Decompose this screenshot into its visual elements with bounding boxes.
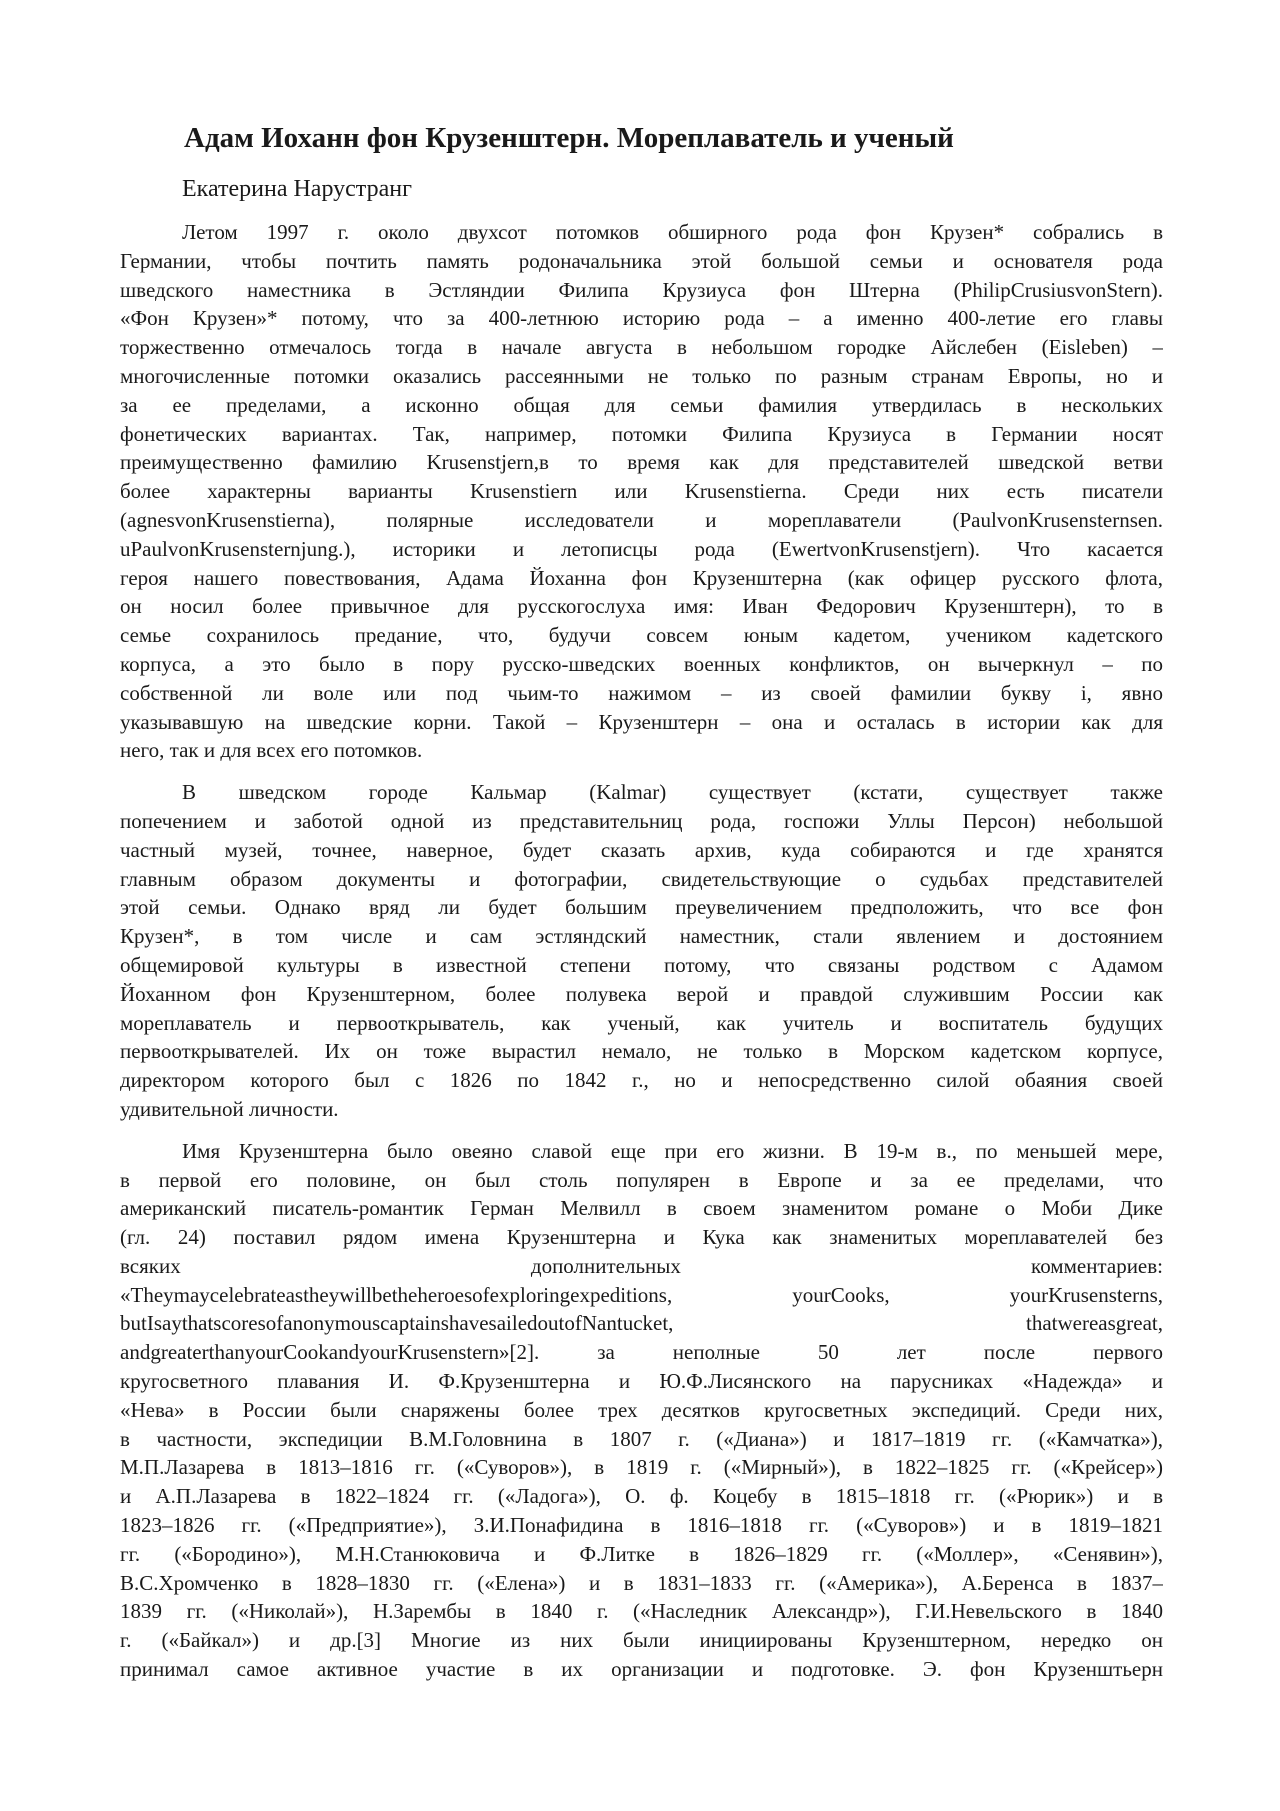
text-line: 1823–1826 гг. («Предприятие»), З.И.Понафидина в 1816–1818 гг. («Суворов») и в 1819–1821 xyxy=(120,1513,1163,1538)
text-line: «Фон Крузен»* потому, что за 400-летнюю историю рода – а именно 400-летие его главы xyxy=(120,306,1163,331)
paragraph xyxy=(120,218,1163,765)
text-line: М.П.Лазарева в 1813–1816 гг. («Суворов»), в 1819 г. («Мирный»), в 1822–1825 гг. («Крейсер») xyxy=(120,1455,1163,1480)
text-line: него, так и для всех его потомков. xyxy=(120,738,423,763)
text-line: попечением и заботой одной из представительниц рода, госпожи Уллы Персон) небольшой xyxy=(120,808,1163,833)
text-line: в первой его половине, он был столь популярен в Европе и за ее пределами, что xyxy=(120,1167,1163,1192)
text-line: многочисленные потомки оказались рассеянными не только по разным странам Европы, но и xyxy=(120,363,1163,388)
text-line: Крузен*, в том числе и сам эстляндский наместник, стали явлением и достоянием xyxy=(120,924,1163,949)
text-line: всяких дополнительных комментариев: xyxy=(120,1253,1163,1278)
text-line: этой семьи. Однако вряд ли будет большим преувеличением предположить, что все фон xyxy=(120,895,1163,920)
text-line: частный музей, точнее, наверное, будет сказать архив, куда собираются и где хранятся xyxy=(120,837,1163,862)
paragraph xyxy=(120,778,1163,1124)
text-line: принимал самое активное участие в их организации и подготовке. Э. фон Крузенштьерн xyxy=(120,1657,1163,1682)
text-line: собственной ли воле или под чьим-то нажимом – из своей фамилии букву i, явно xyxy=(120,680,1163,705)
text-line: «Theymaycelebrateastheywillbetheheroesofexploringexpeditions, yourCooks, yourKrusensterns, xyxy=(120,1282,1163,1307)
text-line: в частности, экспедиции В.М.Головнина в 1807 г. («Диана») и 1817–1819 гг. («Камчатка»), xyxy=(120,1426,1163,1451)
text-line: 1839 гг. («Николай»), Н.Зарембы в 1840 г. («Наследник Александр»), Г.И.Невельского в 1840 xyxy=(120,1599,1163,1624)
text-line: более характерны варианты Krusenstiern или Krusenstierna. Среди них есть писатели xyxy=(120,479,1163,504)
article-body xyxy=(120,218,1163,1697)
text-line: фонетических вариантах. Так, например, потомки Филипа Крузиуса в Германии носят xyxy=(120,421,1163,446)
paragraph xyxy=(120,1137,1163,1684)
text-line: семье сохранилось предание, что, будучи совсем юным кадетом, учеником кадетского xyxy=(120,623,1163,648)
text-line: кругосветного плавания И. Ф.Крузенштерна и Ю.Ф.Лисянского на парусниках «Надежда» и xyxy=(120,1369,1163,1394)
text-line: главным образом документы и фотографии, свидетельствующие о судьбах представителей xyxy=(120,866,1163,891)
article-title: Адам Иоханн фон Крузенштерн. Мореплаватель и ученый xyxy=(184,122,954,154)
text-line: Йоханном фон Крузенштерном, более полувека верой и правдой служившим России как xyxy=(120,981,1163,1006)
text-line: корпуса, а это было в пору русско-шведских военных конфликтов, он вычеркнул – по xyxy=(120,651,1163,676)
text-line: указывавшую на шведские корни. Такой – Крузенштерн – она и осталась в истории как для xyxy=(120,709,1163,734)
text-line: директором которого был с 1826 по 1842 г., но и непосредственно силой обаяния своей xyxy=(120,1068,1163,1093)
text-line: первооткрывателей. Их он тоже вырастил немало, не только в Морском кадетском корпусе, xyxy=(120,1039,1163,1064)
text-line: В шведском городе Кальмар (Kalmar) существует (кстати, существует также xyxy=(182,780,1163,805)
text-line: и А.П.Лазарева в 1822–1824 гг. («Ладога»), О. ф. Коцебу в 1815–1818 гг. («Рюрик») и в xyxy=(120,1484,1163,1509)
text-line: (гл. 24) поставил рядом имена Крузенштерна и Кука как знаменитых мореплавателей без xyxy=(120,1225,1163,1250)
text-line: (agnesvonKrusenstierna), полярные исследователи и мореплаватели (PaulvonKrusensternsen. xyxy=(120,507,1163,532)
text-line: американский писатель-романтик Герман Мелвилл в своем знаменитом романе о Моби Дике xyxy=(120,1196,1163,1221)
text-line: общемировой культуры в известной степени потому, что связаны родством с Адамом xyxy=(120,952,1163,977)
text-line: героя нашего повествования, Адама Йоханна фон Крузенштерна (как офицер русского флота, xyxy=(120,565,1163,590)
text-line: andgreaterthanyourCookandyourKrusenstern»[2]. за неполные 50 лет после первого xyxy=(120,1340,1163,1365)
text-line: гг. («Бородино»), М.Н.Станюковича и Ф.Литке в 1826–1829 гг. («Моллер», «Сенявин»), xyxy=(120,1541,1163,1566)
text-line: торжественно отмечалось тогда в начале августа в небольшом городке Айслебен (Eisleben) – xyxy=(120,335,1163,360)
text-line: Имя Крузенштерна было овеяно славой еще при его жизни. В 19-м в., по меньшей мере, xyxy=(182,1138,1163,1163)
article-author: Екатерина Нарустранг xyxy=(182,176,412,202)
text-line: он носил более привычное для русскогослуха имя: Иван Федорович Крузенштерн), то в xyxy=(120,594,1163,619)
text-line: uPaulvonKrusensternjung.), историки и летописцы рода (EwertvonKrusenstjern). Что касается xyxy=(120,536,1163,561)
text-line: «Нева» в России были снаряжены более трех десятков кругосветных экспедиций. Среди них, xyxy=(120,1397,1163,1422)
text-line: за ее пределами, а исконно общая для семьи фамилия утвердилась в нескольких xyxy=(120,392,1163,417)
text-line: мореплаватель и первооткрыватель, как ученый, как учитель и воспитатель будущих xyxy=(120,1010,1163,1035)
text-line: Летом 1997 г. около двухсот потомков обширного рода фон Крузен* собрались в xyxy=(182,220,1163,244)
text-line: удивительной личности. xyxy=(120,1096,339,1121)
text-line: butIsaythatscoresofanonymouscaptainshavesailedoutofNantucket, thatwereasgreat, xyxy=(120,1311,1163,1336)
text-line: г. («Байкал») и др.[3] Многие из них были инициированы Крузенштерном, нередко он xyxy=(120,1628,1163,1653)
text-line: В.С.Хромченко в 1828–1830 гг. («Елена») и в 1831–1833 гг. («Америка»), А.Беренса в 1837– xyxy=(120,1570,1163,1595)
text-line: преимущественно фамилию Krusenstjern,в то время как для представителей шведской ветви xyxy=(120,450,1163,475)
text-line: шведского наместника в Эстляндии Филипа Крузиуса фон Штерна (PhilipCrusiusvonStern). xyxy=(120,277,1163,302)
text-line: Германии, чтобы почтить память родоначальника этой большой семьи и основателя рода xyxy=(120,248,1163,273)
